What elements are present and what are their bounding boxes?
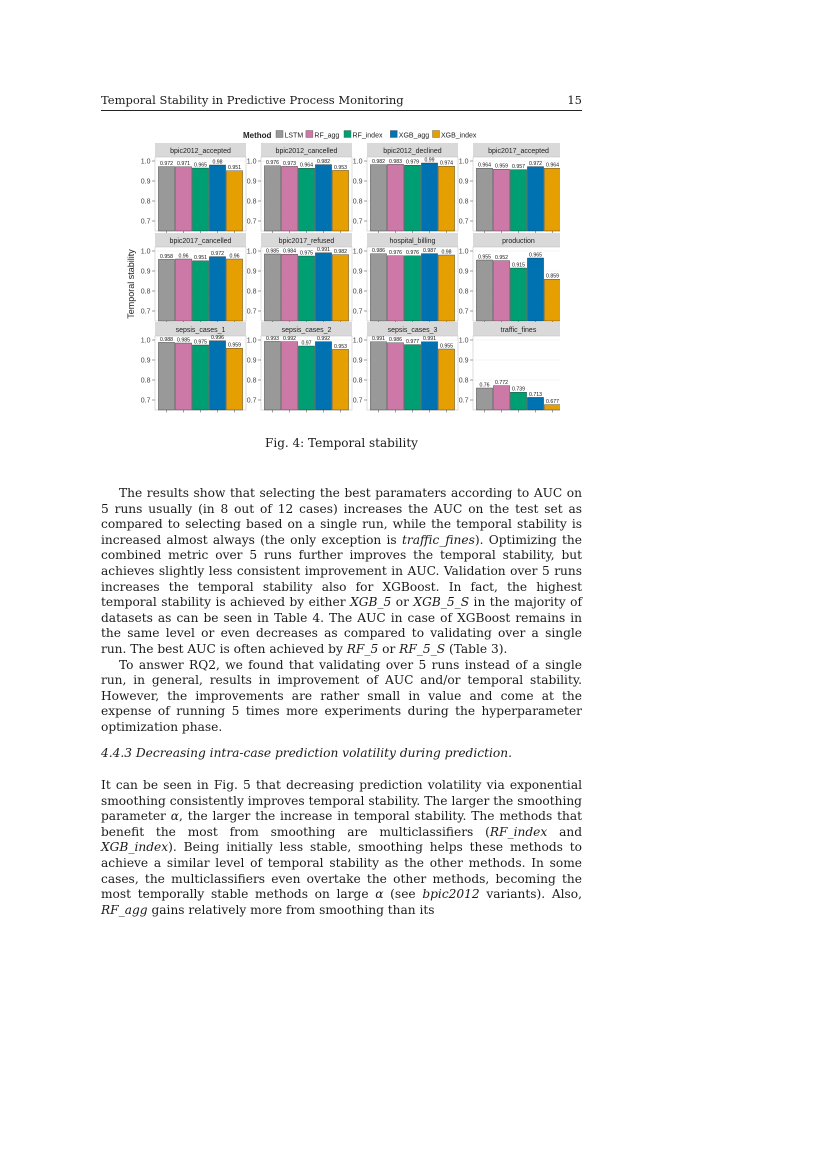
bar-value-label: 0.97 xyxy=(301,340,312,347)
bar-value-label: 0.984 xyxy=(283,248,296,255)
header-title: Temporal Stability in Predictive Process Monitoring xyxy=(101,93,404,107)
bar-value-label: 0.859 xyxy=(546,273,559,280)
y-axis-title: Temporal stability xyxy=(126,249,136,319)
italic-term: α xyxy=(375,887,384,902)
panel-bpic2017-refused xyxy=(247,233,352,324)
bar-rf-index xyxy=(298,346,314,410)
bar-value-label: 0.972 xyxy=(529,161,542,167)
bar-value-label: 0.677 xyxy=(546,399,559,405)
italic-term: α xyxy=(170,809,179,824)
y-tick-label: 0.8 xyxy=(458,288,469,296)
bar-xgb-index xyxy=(226,259,242,321)
paragraph-3 xyxy=(101,778,582,918)
panel-bpic2012-accepted xyxy=(141,143,246,234)
y-tick-label: 1.0 xyxy=(140,158,151,166)
panel-bpic2017-cancelled xyxy=(141,233,246,324)
text-run: in the majority of datasets as can be seen in Table 4. The AUC in case of XGBoost remains in the same level or even decreases as compared to validating over a single run. The best AUC is often achieved by xyxy=(101,595,582,656)
y-tick-label: 1.0 xyxy=(352,248,363,256)
bar-value-label: 0.993 xyxy=(266,335,279,342)
bar-value-label: 0.915 xyxy=(512,262,525,269)
panel-title: sepsis_cases_2 xyxy=(281,327,332,334)
bar-value-label: 0.957 xyxy=(512,164,525,170)
y-tick-label: 0.8 xyxy=(140,288,151,296)
bar-rf-index xyxy=(510,170,526,231)
bar-value-label: 0.951 xyxy=(228,165,241,172)
bar-rf-index xyxy=(404,345,420,410)
subsection-heading: 4.4.3 Decreasing intra-case prediction volatility during prediction. xyxy=(101,746,512,760)
y-tick-label: 0.8 xyxy=(246,198,257,206)
text-run: It can be seen in Fig. 5 that decreasing prediction volatility via exponential smoothing consistently improves temporal stability. The larger the smoothing parameter xyxy=(101,778,582,824)
bar-xgb-agg xyxy=(315,253,331,321)
legend-label-xgb_agg: XGB_agg xyxy=(398,132,430,140)
bar-rf-agg xyxy=(175,167,191,231)
panel-hospital-billing xyxy=(353,233,458,324)
bar-rf-agg xyxy=(387,343,403,410)
bar-xgb-agg xyxy=(315,342,331,410)
y-tick-label: 0.9 xyxy=(458,178,469,186)
text-run: ). Optimizing the combined metric over 5 runs further improves the temporal stability, but achieves slightly less consistent improvement in AUC. Validation over 5 runs increases the temporal stability also for XGBoost. In fact, the highest temporal stability is achieved by either xyxy=(101,532,582,610)
bar-value-label: 0.985 xyxy=(177,337,190,344)
panel-title: hospital_billing xyxy=(389,238,436,245)
text-run: or xyxy=(391,595,414,610)
panel-production xyxy=(459,233,560,324)
bar-rf-index xyxy=(404,165,420,231)
bar-rf-agg xyxy=(281,342,297,410)
y-tick-label: 0.8 xyxy=(458,377,469,385)
bar-xgb-agg xyxy=(209,341,225,410)
legend-swatch-rf_index xyxy=(344,131,351,138)
bar-value-label: 0.972 xyxy=(211,251,224,257)
italic-term: XGB_5_S xyxy=(413,595,470,610)
faceted-bar-chart xyxy=(120,122,560,422)
bar-value-label: 0.988 xyxy=(160,336,173,343)
text-run: or xyxy=(378,641,400,656)
bar-rf-agg xyxy=(175,343,191,410)
y-tick-label: 0.9 xyxy=(140,357,151,365)
panel-bpic2017-accepted xyxy=(459,143,560,234)
y-tick-label: 0.8 xyxy=(246,288,257,296)
bar-xgb-agg xyxy=(527,167,543,231)
legend-swatch-lstm xyxy=(276,131,283,138)
bar-lstm xyxy=(158,167,174,231)
y-tick-label: 0.8 xyxy=(352,377,363,385)
bar-lstm xyxy=(370,165,386,231)
bar-value-label: 0.996 xyxy=(211,335,224,342)
y-tick-label: 0.8 xyxy=(352,198,363,206)
y-tick-label: 0.7 xyxy=(140,308,151,316)
paragraph-2 xyxy=(101,658,582,736)
bar-rf-agg xyxy=(387,256,403,321)
y-tick-label: 0.9 xyxy=(140,268,151,276)
bar-value-label: 0.953 xyxy=(334,164,347,171)
text-run: (see xyxy=(383,887,423,902)
y-tick-label: 0.7 xyxy=(352,397,363,405)
y-tick-label: 0.7 xyxy=(246,397,257,405)
y-tick-label: 0.8 xyxy=(140,198,151,206)
text-run: gains relatively more from smoothing than its xyxy=(147,902,435,917)
legend-swatch-xgb_index xyxy=(433,131,440,138)
legend-label-rf_index: RF_index xyxy=(352,132,383,140)
bar-xgb-agg xyxy=(421,342,437,410)
bar-xgb-index xyxy=(226,171,242,231)
bar-rf-agg xyxy=(175,259,191,321)
bar-lstm xyxy=(264,341,280,410)
bar-value-label: 0.992 xyxy=(317,336,330,342)
panel-title: bpic2017_accepted xyxy=(488,148,549,155)
y-tick-label: 0.9 xyxy=(140,178,151,186)
bar-value-label: 0.983 xyxy=(389,158,402,165)
y-tick-label: 0.9 xyxy=(246,357,257,365)
bar-rf-index xyxy=(192,261,208,321)
bar-value-label: 0.992 xyxy=(283,336,296,342)
bar-value-label: 0.98 xyxy=(441,249,452,256)
italic-term: RF_5 xyxy=(346,641,379,656)
y-tick-label: 0.9 xyxy=(352,268,363,276)
y-tick-label: 0.7 xyxy=(352,308,363,316)
y-tick-label: 0.7 xyxy=(140,397,151,405)
figure-caption: Fig. 4: Temporal stability xyxy=(265,436,418,450)
italic-term: XGB_index xyxy=(101,840,169,855)
bar-value-label: 0.964 xyxy=(546,162,559,169)
panel-title: bpic2012_cancelled xyxy=(275,148,338,155)
y-tick-label: 0.9 xyxy=(458,268,469,276)
running-header xyxy=(101,92,582,111)
bar-value-label: 0.951 xyxy=(194,255,207,262)
paragraph-1 xyxy=(101,486,582,658)
y-tick-label: 0.7 xyxy=(140,218,151,226)
panel-sepsis-cases-3 xyxy=(353,322,458,413)
bar-rf-index xyxy=(510,392,526,410)
bar-rf-index xyxy=(192,345,208,410)
bar-xgb-agg xyxy=(527,397,543,410)
bar-rf-agg xyxy=(281,166,297,231)
bar-value-label: 0.96 xyxy=(229,253,240,260)
bar-xgb-index xyxy=(438,255,454,321)
text-run: To answer RQ2, we found that validating over 5 runs instead of a single run, in general, results in improvement of AUC and/or temporal stability. However, the improvements are rather small in value and come at the expense of running 5 times more experiments during the hyperparameter optimization phase. xyxy=(101,657,582,734)
bar-value-label: 0.973 xyxy=(283,160,296,167)
y-tick-label: 1.0 xyxy=(140,248,151,256)
panel-title: sepsis_cases_1 xyxy=(175,327,226,334)
results-text xyxy=(101,486,582,736)
bar-value-label: 0.985 xyxy=(266,248,279,255)
text-run: , the larger the increase in temporal stability. The methods that benefit the most from smoothing are multiclassifiers ( xyxy=(101,809,582,839)
bar-lstm xyxy=(158,259,174,321)
bar-value-label: 0.987 xyxy=(423,248,436,254)
bar-value-label: 0.953 xyxy=(334,343,347,350)
y-tick-label: 0.8 xyxy=(140,377,151,385)
bar-value-label: 0.76 xyxy=(479,382,490,389)
panel-title: sepsis_cases_3 xyxy=(387,327,438,334)
bar-value-label: 0.982 xyxy=(334,249,347,255)
bar-rf-index xyxy=(404,256,420,321)
bar-value-label: 0.965 xyxy=(529,252,542,259)
y-tick-label: 0.9 xyxy=(352,357,363,365)
y-tick-label: 0.9 xyxy=(458,357,469,365)
bar-rf-agg xyxy=(493,169,509,231)
bar-xgb-index xyxy=(438,349,454,410)
bar-value-label: 0.959 xyxy=(495,163,508,170)
legend-label-rf_agg: RF_agg xyxy=(314,132,340,140)
text-run: ). Being initially less stable, smoothing helps these methods to achieve a similar level of temporal stability as the other methods. In some cases, the multiclassifiers even overtake the other methods, becoming the most temporally stable methods on large xyxy=(101,840,582,902)
bar-lstm xyxy=(476,168,492,231)
bar-value-label: 0.979 xyxy=(406,159,419,166)
bar-xgb-index xyxy=(544,279,560,321)
y-tick-label: 0.7 xyxy=(458,308,469,316)
legend-title: Method xyxy=(243,131,272,140)
bar-lstm xyxy=(158,342,174,410)
temporal-stability-figure xyxy=(120,122,560,422)
panel-traffic-fines xyxy=(459,322,560,413)
y-tick-label: 0.9 xyxy=(246,268,257,276)
y-tick-label: 1.0 xyxy=(352,337,363,345)
text-run: The results show that selecting the best paramaters according to AUC on 5 runs usually (in 8 out of 12 cases) increases the AUC on the test set as compared to selecting based on a single run, while the temporal stability is increased almost always (the only exception is xyxy=(101,486,582,547)
bar-value-label: 0.991 xyxy=(423,336,436,343)
y-tick-label: 0.8 xyxy=(352,288,363,296)
bar-value-label: 0.976 xyxy=(389,250,402,257)
bar-xgb-index xyxy=(332,349,348,410)
panel-sepsis-cases-2 xyxy=(247,322,352,413)
y-tick-label: 0.7 xyxy=(458,397,469,405)
bar-value-label: 0.952 xyxy=(495,255,508,261)
bar-value-label: 0.964 xyxy=(478,162,491,169)
panel-title: bpic2017_refused xyxy=(278,238,335,245)
bar-xgb-agg xyxy=(209,257,225,321)
bar-value-label: 0.976 xyxy=(406,250,419,257)
panel-sepsis-cases-1 xyxy=(141,322,246,413)
bar-value-label: 0.955 xyxy=(440,343,453,350)
bar-value-label: 0.976 xyxy=(266,160,279,167)
bar-rf-index xyxy=(298,168,314,231)
bar-value-label: 0.955 xyxy=(478,254,491,261)
bar-rf-index xyxy=(298,256,314,321)
bar-rf-agg xyxy=(493,386,509,410)
text-run: (Table 3). xyxy=(445,641,508,656)
y-tick-label: 0.9 xyxy=(246,178,257,186)
italic-term: traffic_fines xyxy=(401,532,475,547)
bar-xgb-index xyxy=(226,348,242,410)
panel-title: traffic_fines xyxy=(500,327,537,334)
bar-xgb-agg xyxy=(527,258,543,321)
y-tick-label: 1.0 xyxy=(458,248,469,256)
bar-value-label: 0.986 xyxy=(372,248,385,255)
bar-lstm xyxy=(264,166,280,231)
bar-value-label: 0.982 xyxy=(372,159,385,165)
bar-rf-index xyxy=(192,168,208,231)
italic-term: RF_agg xyxy=(101,902,148,917)
y-tick-label: 0.9 xyxy=(352,178,363,186)
legend-label-xgb_index: XGB_index xyxy=(441,132,477,140)
bar-value-label: 0.964 xyxy=(300,162,313,169)
panel-title: production xyxy=(502,238,535,245)
y-tick-label: 1.0 xyxy=(458,337,469,345)
bar-lstm xyxy=(370,342,386,410)
bar-value-label: 0.982 xyxy=(317,159,330,165)
legend-swatch-xgb_agg xyxy=(390,131,397,138)
y-tick-label: 0.7 xyxy=(246,308,257,316)
italic-term: RF_5_S xyxy=(399,641,446,656)
bar-xgb-index xyxy=(544,405,560,410)
bar-xgb-index xyxy=(332,170,348,231)
italic-term: RF_index xyxy=(489,824,548,839)
bar-value-label: 0.739 xyxy=(512,386,525,393)
legend-swatch-rf_agg xyxy=(306,131,313,138)
y-tick-label: 0.8 xyxy=(246,377,257,385)
bar-value-label: 0.972 xyxy=(160,161,173,167)
bar-xgb-agg xyxy=(421,163,437,231)
legend-label-lstm: LSTM xyxy=(284,132,304,140)
y-tick-label: 1.0 xyxy=(140,337,151,345)
y-tick-label: 1.0 xyxy=(352,158,363,166)
bar-value-label: 0.713 xyxy=(529,391,542,398)
panel-title: bpic2012_accepted xyxy=(170,148,231,155)
bar-xgb-agg xyxy=(209,165,225,231)
page-number: 15 xyxy=(567,93,582,107)
bar-lstm xyxy=(476,260,492,321)
section-text xyxy=(101,778,582,918)
bar-value-label: 0.99 xyxy=(424,157,435,164)
bar-value-label: 0.772 xyxy=(495,380,508,386)
panel-title: bpic2012_declined xyxy=(383,148,442,155)
bar-lstm xyxy=(370,254,386,321)
panel-title: bpic2017_cancelled xyxy=(169,238,232,245)
bar-rf-agg xyxy=(493,261,509,321)
text-run: variants). Also, xyxy=(479,887,583,902)
bar-value-label: 0.965 xyxy=(194,162,207,169)
y-tick-label: 0.8 xyxy=(458,198,469,206)
bar-lstm xyxy=(476,388,492,410)
text-run: and xyxy=(547,824,582,839)
y-tick-label: 1.0 xyxy=(246,248,257,256)
y-tick-label: 0.7 xyxy=(352,218,363,226)
bar-rf-index xyxy=(510,268,526,321)
bar-lstm xyxy=(264,254,280,321)
panel-bpic2012-declined xyxy=(353,143,458,234)
bar-xgb-index xyxy=(544,168,560,231)
bar-value-label: 0.971 xyxy=(177,161,190,168)
bar-xgb-index xyxy=(438,166,454,231)
bar-value-label: 0.959 xyxy=(228,342,241,349)
bar-value-label: 0.98 xyxy=(212,159,223,166)
y-tick-label: 1.0 xyxy=(246,158,257,166)
bar-value-label: 0.986 xyxy=(389,337,402,344)
bar-value-label: 0.96 xyxy=(178,253,189,260)
bar-xgb-agg xyxy=(421,254,437,321)
bar-value-label: 0.975 xyxy=(300,250,313,257)
bar-value-label: 0.975 xyxy=(194,339,207,346)
bar-value-label: 0.991 xyxy=(372,336,385,343)
bar-value-label: 0.958 xyxy=(160,253,173,260)
panel-bpic2012-cancelled xyxy=(247,143,352,234)
bar-xgb-agg xyxy=(315,165,331,231)
bar-value-label: 0.977 xyxy=(406,339,419,345)
bar-rf-agg xyxy=(281,254,297,321)
y-tick-label: 1.0 xyxy=(246,337,257,345)
italic-term: bpic2012 xyxy=(422,887,480,902)
y-tick-label: 0.7 xyxy=(458,218,469,226)
bar-xgb-index xyxy=(332,255,348,321)
bar-rf-agg xyxy=(387,164,403,231)
bar-value-label: 0.974 xyxy=(440,160,453,167)
italic-term: XGB_5 xyxy=(350,595,392,610)
y-tick-label: 1.0 xyxy=(458,158,469,166)
bar-value-label: 0.991 xyxy=(317,247,330,254)
y-tick-label: 0.7 xyxy=(246,218,257,226)
